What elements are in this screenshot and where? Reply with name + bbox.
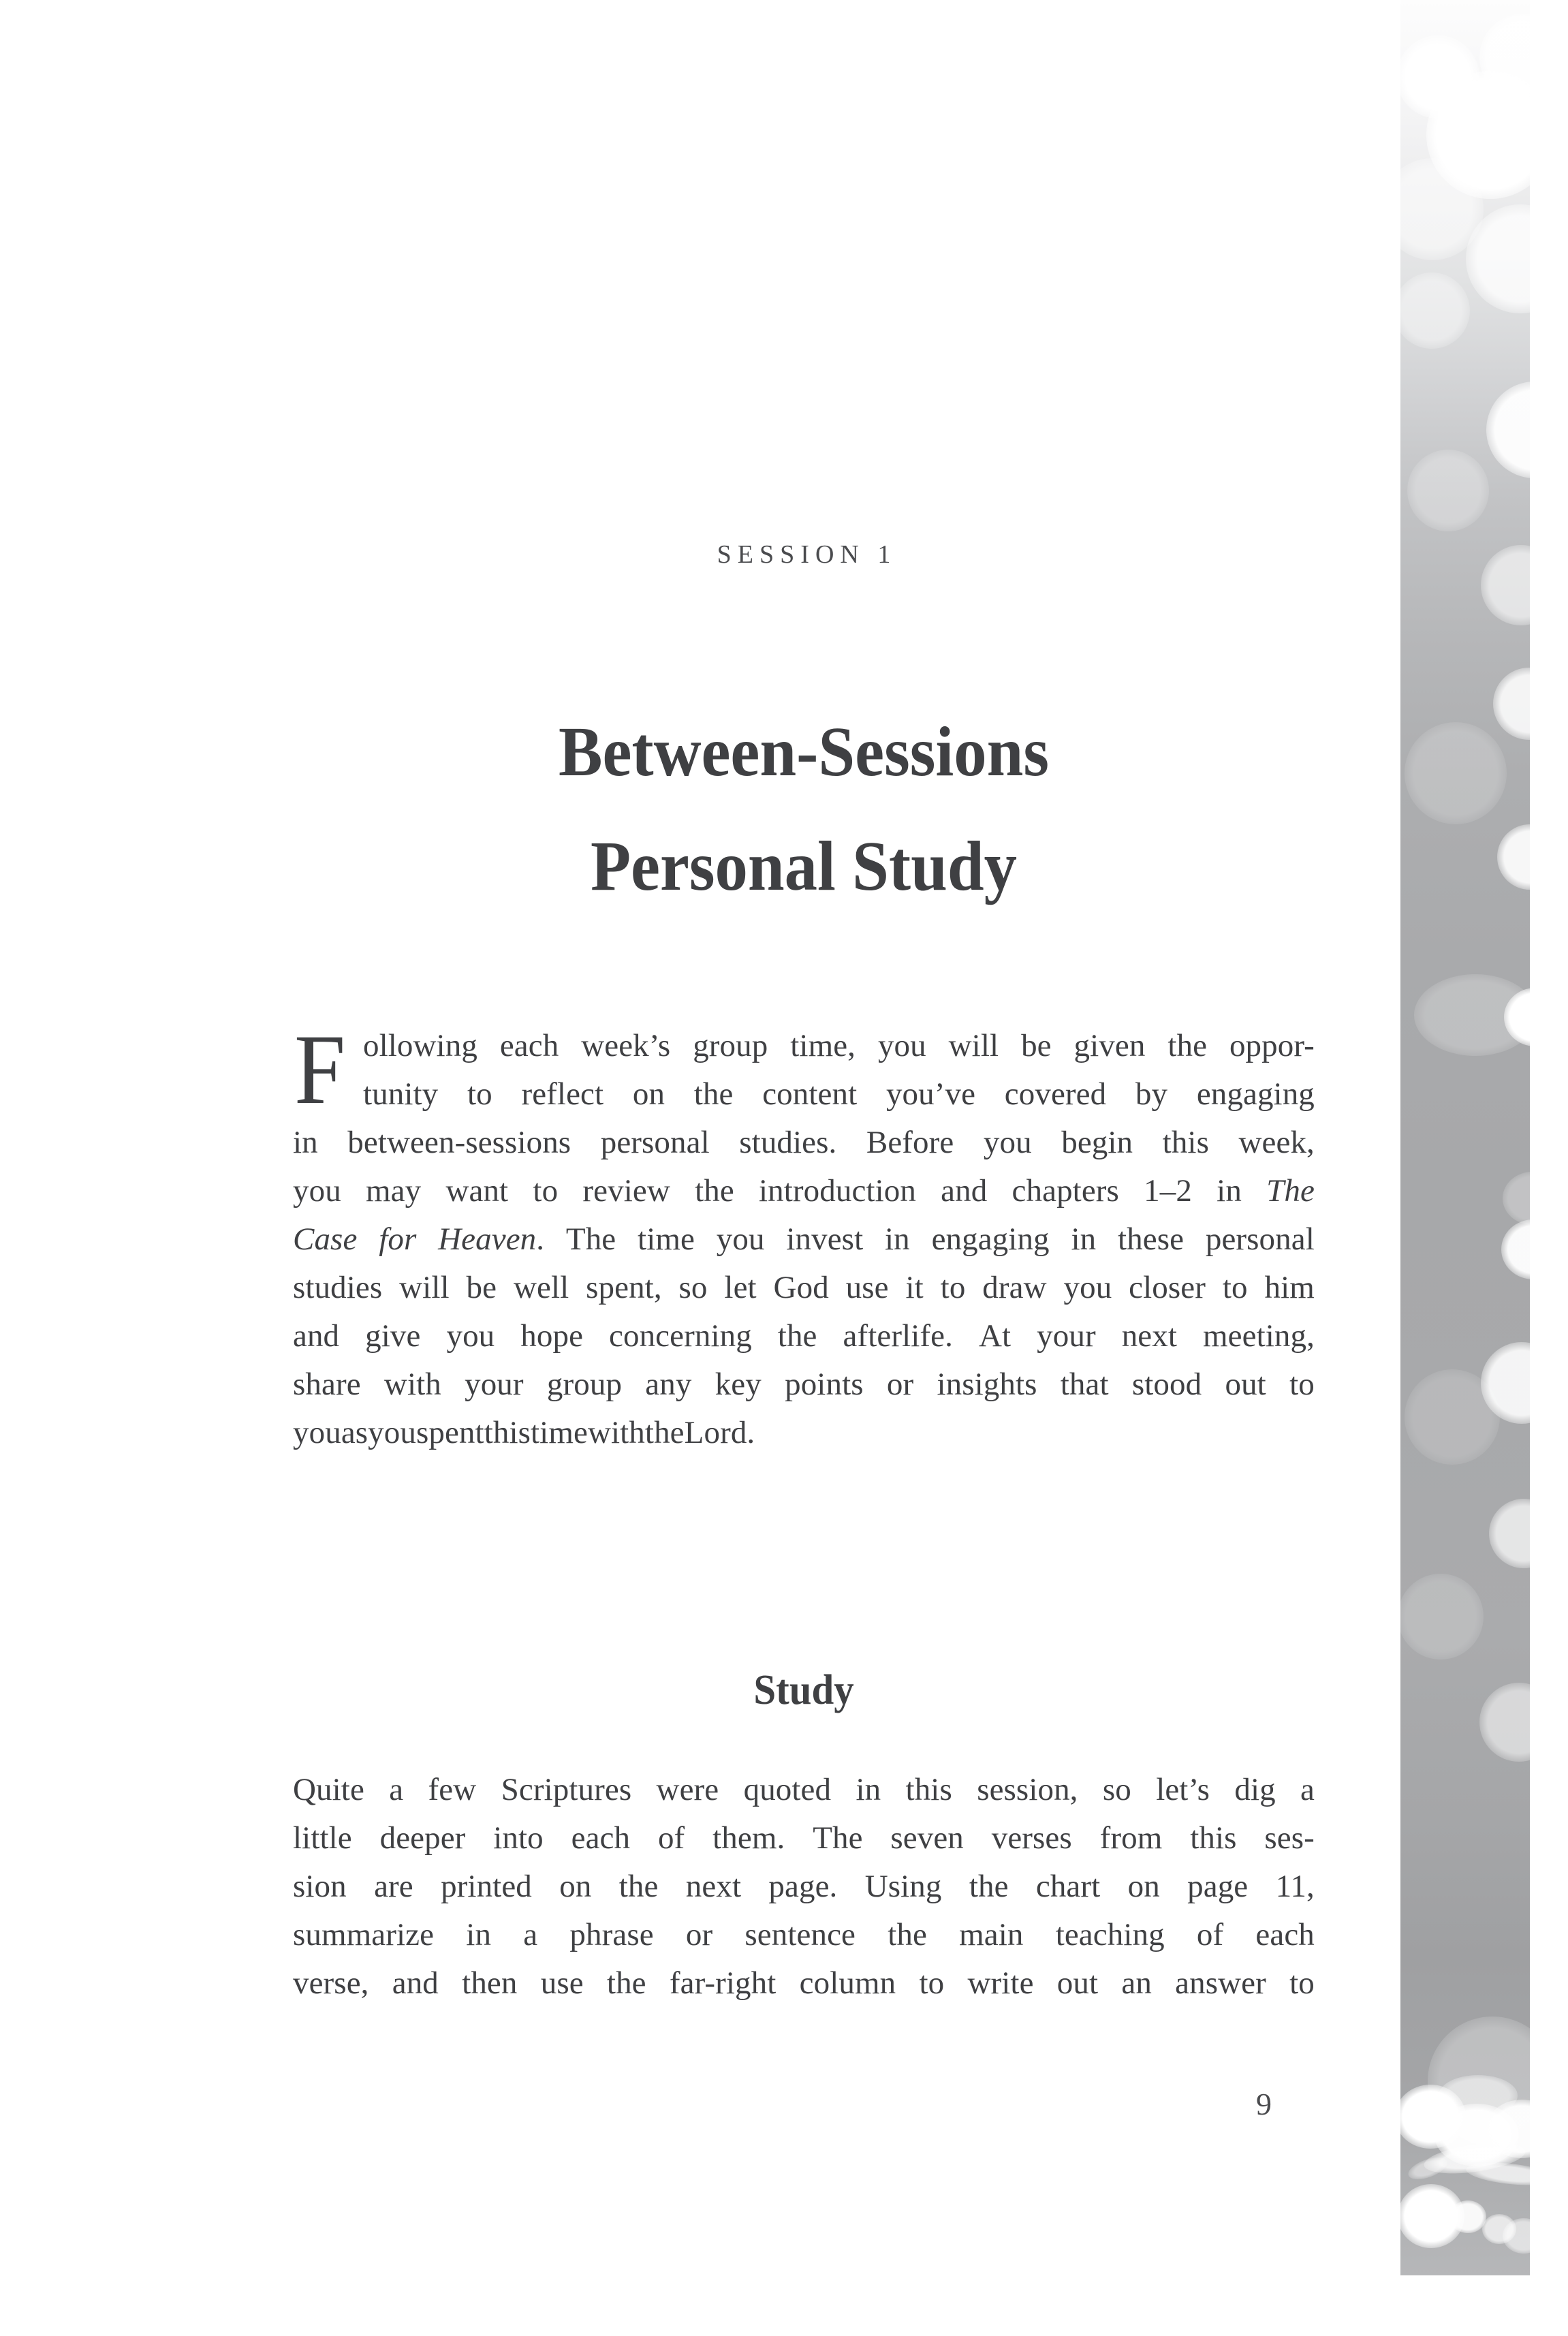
word: engaging: [1196, 1076, 1315, 1112]
word: with: [587, 1415, 645, 1450]
word: spent,: [586, 1270, 662, 1305]
word: far-right: [669, 1965, 777, 2001]
word: write: [967, 1965, 1034, 2001]
word: the: [777, 1318, 817, 1354]
bokeh-circle: [1400, 2085, 1466, 2149]
word: main: [959, 1917, 1024, 1952]
word: Heaven: [438, 1221, 537, 1257]
word: page.: [768, 1869, 838, 1904]
text-line: [293, 1124, 1315, 1172]
bokeh-circle: [1479, 1683, 1530, 1762]
word: chapters: [1012, 1173, 1119, 1209]
word: phrase: [569, 1917, 654, 1952]
word: or: [685, 1917, 713, 1952]
word: you: [446, 1318, 495, 1354]
bokeh-circle: [1400, 35, 1479, 119]
bokeh-circle: [1486, 2100, 1530, 2158]
word: a: [523, 1917, 538, 1952]
text-line: [293, 1916, 1315, 1965]
word: and: [293, 1318, 340, 1354]
bokeh-circle: [1400, 272, 1470, 349]
page-title-line-1: Between-Sessions: [558, 712, 1050, 791]
word: engaging: [931, 1221, 1050, 1257]
word: week’s: [581, 1028, 671, 1063]
word: into: [493, 1820, 544, 1856]
word: in: [885, 1221, 910, 1257]
bokeh-sparkle: [1422, 2138, 1527, 2179]
word: deeper: [379, 1820, 466, 1856]
word: to: [1222, 1270, 1248, 1305]
word: out: [1225, 1367, 1266, 1402]
word: invest: [786, 1221, 864, 1257]
bokeh-circle: [1407, 450, 1489, 531]
bokeh-circle: [1486, 381, 1530, 478]
word: summarize: [293, 1917, 435, 1952]
intro-paragraph: [293, 1027, 1315, 1463]
word: and: [392, 1965, 439, 2001]
text-line: [293, 1366, 1315, 1414]
word: Quite: [293, 1772, 364, 1807]
word: him: [1264, 1270, 1315, 1305]
word: the: [618, 1869, 659, 1904]
bokeh-circle: [1466, 204, 1530, 313]
bokeh-circle: [1503, 1172, 1530, 1225]
bokeh-circle: [1481, 545, 1530, 625]
word: Using: [864, 1869, 942, 1904]
word: so: [1102, 1772, 1131, 1807]
word: key: [715, 1367, 762, 1402]
bokeh-circle: [1434, 2104, 1519, 2166]
word: this: [1162, 1125, 1209, 1160]
word: may: [366, 1173, 422, 1209]
word: the: [644, 1415, 685, 1450]
word: God: [773, 1270, 829, 1305]
word: to: [467, 1076, 492, 1112]
word: to: [1289, 1965, 1315, 2001]
word: column: [799, 1965, 896, 2001]
bokeh-circle: [1449, 2200, 1486, 2233]
word: printed: [441, 1869, 532, 1904]
word: share: [293, 1367, 361, 1402]
bokeh-circle: [1497, 824, 1530, 890]
word: to: [919, 1965, 945, 2001]
word: Before: [866, 1125, 954, 1160]
text-line: [293, 1172, 1315, 1221]
word: to: [533, 1173, 559, 1209]
word: let’s: [1156, 1772, 1210, 1807]
word: little: [293, 1820, 352, 1856]
word: of: [1196, 1917, 1224, 1952]
word: in: [856, 1772, 881, 1807]
word: use: [845, 1270, 889, 1305]
word: stood: [1131, 1367, 1202, 1402]
word: this: [484, 1415, 531, 1450]
word: so: [678, 1270, 708, 1305]
word: the: [888, 1917, 927, 1952]
word: spent: [415, 1415, 484, 1450]
bokeh-circle: [1481, 1342, 1530, 1424]
word: verse,: [293, 1965, 369, 2001]
text-line: [293, 1820, 1315, 1868]
word: the: [1167, 1028, 1208, 1063]
word: that: [1060, 1367, 1109, 1402]
word: from: [1099, 1820, 1163, 1856]
word: between-sessions: [347, 1125, 571, 1160]
word: next: [685, 1869, 742, 1904]
bokeh-circle: [1414, 974, 1530, 1056]
word: reflect: [521, 1076, 604, 1112]
word: will: [948, 1028, 999, 1063]
word: a: [389, 1772, 404, 1807]
word: to: [940, 1270, 966, 1305]
word: each: [499, 1028, 559, 1063]
word: At: [978, 1318, 1012, 1354]
word: Lord.: [684, 1415, 755, 1450]
page-title: [329, 695, 1279, 924]
page-number: 9: [1256, 2087, 1272, 2121]
word: begin: [1061, 1125, 1133, 1160]
word: a: [1300, 1772, 1315, 1807]
word: concerning: [609, 1318, 752, 1354]
word: were: [656, 1772, 719, 1807]
word: Scriptures: [501, 1772, 632, 1807]
bokeh-circle: [1428, 2016, 1530, 2146]
word: introduction: [759, 1173, 916, 1209]
text-line: [293, 1076, 1315, 1124]
bokeh-circle: [1493, 668, 1530, 740]
word: ses-: [1264, 1820, 1315, 1856]
word: sentence: [744, 1917, 856, 1952]
word: 11,: [1275, 1869, 1315, 1904]
bokeh-circle: [1426, 71, 1530, 199]
word: time: [638, 1221, 695, 1257]
word: .: [536, 1221, 545, 1257]
word: this: [1190, 1820, 1237, 1856]
word: by: [1135, 1076, 1168, 1112]
word: it: [905, 1270, 924, 1305]
word: you: [983, 1125, 1032, 1160]
word: on: [632, 1076, 665, 1112]
bokeh-circle: [1405, 722, 1507, 824]
word: then: [462, 1965, 518, 2001]
word: next: [1121, 1318, 1178, 1354]
word: time: [531, 1415, 588, 1450]
word: few: [428, 1772, 477, 1807]
word: draw: [982, 1270, 1047, 1305]
word: group: [546, 1367, 623, 1402]
word: in: [1071, 1221, 1097, 1257]
text-line: [293, 1027, 1315, 1076]
word: verses: [991, 1820, 1072, 1856]
text-line: [293, 1771, 1315, 1820]
text-line: [293, 1318, 1315, 1366]
study-paragraph: [293, 1771, 1315, 2013]
word: of: [657, 1820, 685, 1856]
word: afterlife.: [843, 1318, 953, 1354]
word: hope: [520, 1318, 584, 1354]
word: you: [293, 1173, 341, 1209]
word: the: [695, 1173, 734, 1209]
word: the: [969, 1869, 1009, 1904]
word: time,: [790, 1028, 856, 1063]
word: answer: [1175, 1965, 1266, 2001]
word: chart: [1035, 1869, 1101, 1904]
bokeh-circle: [1482, 2214, 1516, 2244]
word: or: [886, 1367, 914, 1402]
word: be: [466, 1270, 497, 1305]
word: The: [1266, 1173, 1315, 1209]
word: quoted: [743, 1772, 832, 1807]
bokeh-circle: [1489, 1499, 1530, 1568]
word: personal: [600, 1125, 710, 1160]
bokeh-circle: [1501, 1219, 1530, 1279]
word: group: [693, 1028, 768, 1063]
word: are: [374, 1869, 413, 1904]
word: review: [582, 1173, 670, 1209]
bokeh-circle: [1405, 1369, 1500, 1465]
word: and: [941, 1173, 988, 1209]
word: on: [1127, 1869, 1160, 1904]
word: in: [1217, 1173, 1242, 1209]
word: to: [1289, 1367, 1315, 1402]
word: page: [1187, 1869, 1249, 1904]
word: studies: [293, 1270, 383, 1305]
word: with: [383, 1367, 441, 1402]
text-column: [293, 0, 1315, 2336]
bokeh-sparkle: [1465, 2159, 1530, 2188]
drop-cap: F: [294, 1014, 346, 1125]
word: you’ve: [885, 1076, 976, 1112]
bokeh-circle: [1400, 158, 1484, 260]
word: The: [565, 1221, 616, 1257]
word: dig: [1234, 1772, 1276, 1807]
word: given: [1073, 1028, 1146, 1063]
word: teaching: [1055, 1917, 1165, 1952]
word: Case: [293, 1221, 358, 1257]
word: your: [1037, 1318, 1096, 1354]
bokeh-decorative-strip: [1400, 0, 1530, 2275]
bokeh-circle: [1400, 1574, 1484, 1660]
word: well: [513, 1270, 569, 1305]
word: on: [559, 1869, 592, 1904]
word: any: [645, 1367, 692, 1402]
word: tunity: [363, 1076, 439, 1112]
word: the: [606, 1965, 646, 2001]
word: week,: [1238, 1125, 1315, 1160]
word: session,: [977, 1772, 1078, 1807]
word: will: [399, 1270, 450, 1305]
word: for: [379, 1221, 417, 1257]
word: 1–2: [1144, 1173, 1192, 1209]
bokeh-sparkle: [1405, 2153, 1449, 2184]
word: closer: [1129, 1270, 1206, 1305]
word: points: [785, 1367, 864, 1402]
word: let: [724, 1270, 757, 1305]
word: you: [368, 1415, 416, 1450]
word: insights: [937, 1367, 1037, 1402]
word: sion: [293, 1869, 347, 1904]
word: the: [693, 1076, 734, 1112]
text-line: [293, 1269, 1315, 1318]
word: an: [1121, 1965, 1152, 2001]
word: each: [571, 1820, 631, 1856]
word: meeting,: [1203, 1318, 1315, 1354]
text-line: [293, 1868, 1315, 1916]
text-line: [293, 1965, 1315, 2013]
word: be: [1021, 1028, 1052, 1063]
bokeh-circle: [1439, 2075, 1518, 2116]
word: them.: [712, 1820, 785, 1856]
bokeh-circle: [1503, 2218, 1530, 2254]
word: covered: [1004, 1076, 1107, 1112]
word: studies.: [739, 1125, 837, 1160]
word: you: [877, 1028, 926, 1063]
word: [438, 1221, 544, 1258]
word: as: [341, 1415, 369, 1450]
word: out: [1056, 1965, 1099, 2001]
word: give: [365, 1318, 421, 1354]
word: want: [445, 1173, 509, 1209]
word: these: [1117, 1221, 1185, 1257]
word: you: [716, 1221, 765, 1257]
text-line: [293, 1414, 1315, 1463]
word: seven: [890, 1820, 964, 1856]
word: you: [293, 1415, 341, 1450]
bokeh-circle: [1400, 2184, 1464, 2248]
page-title-line-2: Personal Study: [590, 827, 1018, 906]
word: use: [540, 1965, 584, 2001]
bokeh-circle: [1479, 14, 1530, 101]
word: your: [465, 1367, 524, 1402]
word: this: [905, 1772, 952, 1807]
session-label: SESSION 1: [717, 540, 897, 569]
word: The: [813, 1820, 863, 1856]
word: you: [1063, 1270, 1112, 1305]
word: ollowing: [363, 1028, 477, 1063]
word: personal: [1205, 1221, 1315, 1257]
word: each: [1255, 1917, 1315, 1952]
bokeh-circle: [1504, 988, 1530, 1046]
text-line: [293, 1221, 1315, 1269]
word: in: [466, 1917, 492, 1952]
word: content: [762, 1076, 858, 1112]
study-heading: Study: [753, 1667, 854, 1714]
word: in: [293, 1125, 318, 1160]
word: oppor-: [1229, 1028, 1315, 1063]
